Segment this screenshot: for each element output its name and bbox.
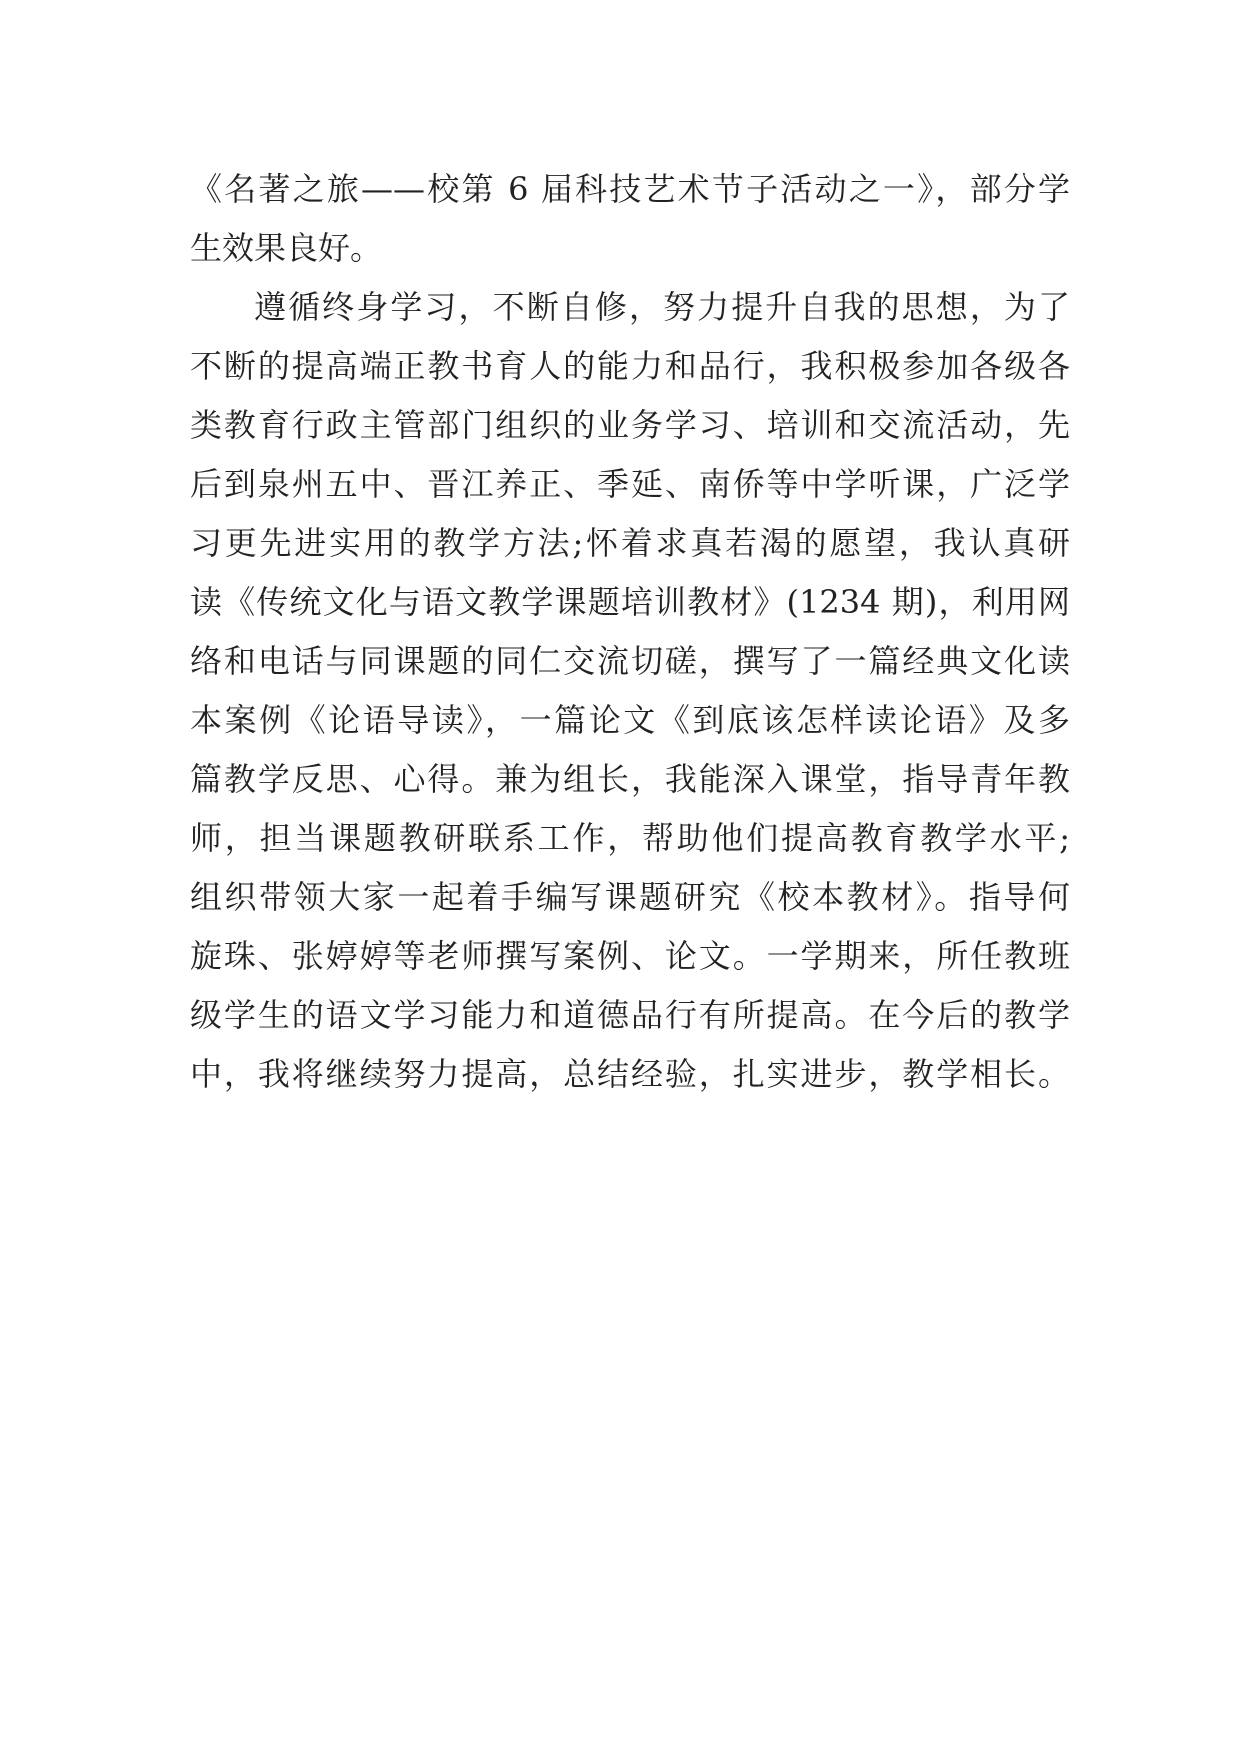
body-text bbox=[190, 160, 1070, 1104]
text-line: 不断的提高端正教书育人的能力和品行，我积极参加各级各 bbox=[190, 347, 1070, 385]
text-line: 中，我将继续努力提高，总结经验，扎实进步，教学相长。 bbox=[190, 1055, 1070, 1093]
text-line: 篇教学反思、心得。兼为组长，我能深入课堂，指导青年教 bbox=[190, 760, 1070, 798]
text-line: 《名著之旅——校第 6 届科技艺术节子活动之一》，部分学 bbox=[190, 170, 1070, 208]
paragraph-2 bbox=[190, 278, 1070, 1104]
text-line: 组织带领大家一起着手编写课题研究《校本教材》。指导何 bbox=[190, 878, 1070, 916]
paragraph-1 bbox=[190, 160, 1070, 278]
text-line: 师，担当课题教研联系工作，帮助他们提高教育教学水平; bbox=[190, 819, 1070, 857]
text-line: 后到泉州五中、晋江养正、季延、南侨等中学听课，广泛学 bbox=[190, 465, 1070, 503]
text-line: 读《传统文化与语文教学课题培训教材》(1234 期)，利用网 bbox=[190, 583, 1070, 621]
text-line: 遵循终身学习，不断自修，努力提升自我的思想，为了 bbox=[254, 288, 1070, 326]
text-line: 生效果良好。 bbox=[190, 229, 383, 267]
text-line: 类教育行政主管部门组织的业务学习、培训和交流活动，先 bbox=[190, 406, 1070, 444]
text-line: 旋珠、张婷婷等老师撰写案例、论文。一学期来，所任教班 bbox=[190, 937, 1070, 975]
text-line: 本案例《论语导读》，一篇论文《到底该怎样读论语》及多 bbox=[190, 701, 1070, 739]
text-line: 级学生的语文学习能力和道德品行有所提高。在今后的教学 bbox=[190, 996, 1070, 1034]
text-line: 络和电话与同课题的同仁交流切磋，撰写了一篇经典文化读 bbox=[190, 642, 1070, 680]
text-line: 习更先进实用的教学方法;怀着求真若渴的愿望，我认真研 bbox=[190, 524, 1070, 562]
